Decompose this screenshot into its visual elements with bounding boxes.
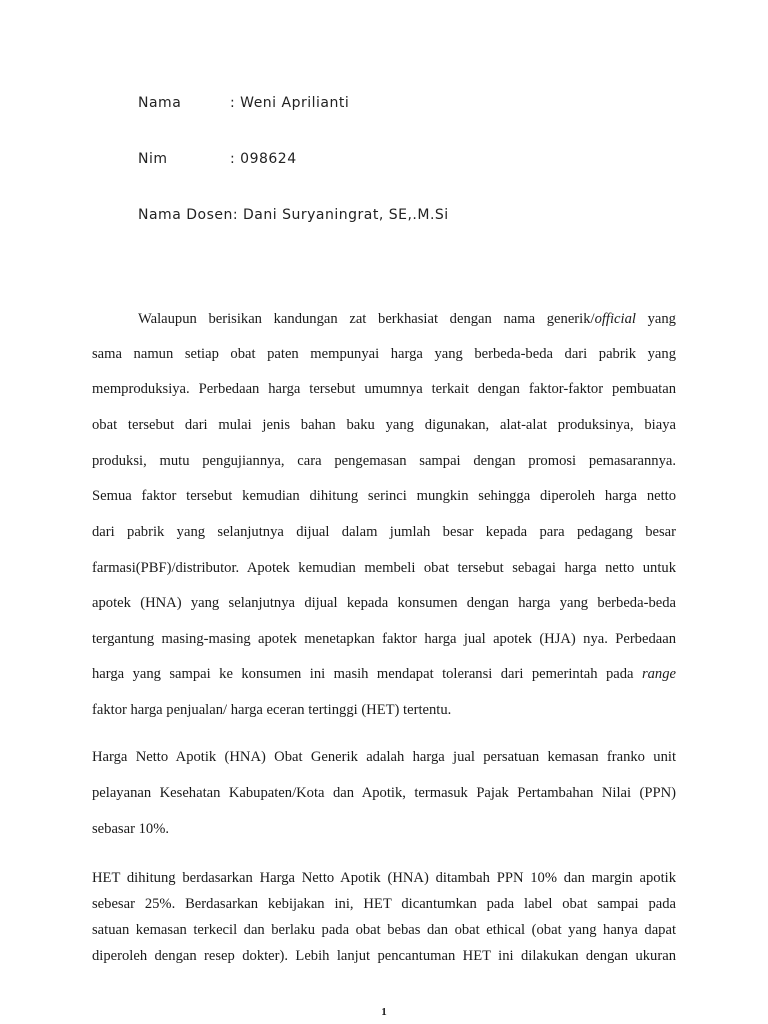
italic-term: official bbox=[594, 311, 636, 327]
paragraph-line: harga yang sampai ke konsumen ini masih mendapat toleransi dari pemerintah pada range bbox=[92, 666, 676, 682]
student-name-row bbox=[138, 95, 349, 111]
paragraph-line: diperoleh dengan resep dokter). Lebih lanjut pencantuman HET ini dilakukan dengan ukuran bbox=[92, 948, 676, 964]
student-nim-row bbox=[138, 151, 297, 167]
name-label: Nama bbox=[138, 95, 182, 111]
name-value: : Weni Aprilianti bbox=[230, 95, 350, 111]
paragraph-line: obat tersebut dari mulai jenis bahan baku yang digunakan, alat-alat produksinya, biaya bbox=[92, 417, 676, 433]
nim-label: Nim bbox=[138, 151, 168, 167]
paragraph-line: farmasi(PBF)/distributor. Apotek kemudian membeli obat tersebut sebagai harga netto untuk bbox=[92, 560, 676, 576]
italic-term: range bbox=[641, 666, 676, 682]
paragraph-line: Semua faktor tersebut kemudian dihitung serinci mungkin sehingga diperoleh harga netto bbox=[92, 488, 676, 504]
paragraph-line: sama namun setiap obat paten mempunyai harga yang berbeda-beda dari pabrik yang bbox=[92, 346, 676, 362]
lecturer-label: Nama Dosen bbox=[138, 207, 233, 223]
paragraph-line: memproduksiya. Perbedaan harga tersebut umumnya terkait dengan faktor-faktor pembuatan bbox=[92, 381, 676, 397]
lecturer-value: : Dani Suryaningrat, SE,.M.Si bbox=[232, 207, 449, 223]
paragraph-line: apotek (HNA) yang selanjutnya dijual kepada konsumen dengan harga yang berbeda-beda bbox=[92, 595, 676, 611]
paragraph-line: sebasar 10%. bbox=[92, 821, 169, 837]
page-number: 1 bbox=[381, 1006, 387, 1018]
nim-value: : 098624 bbox=[230, 151, 297, 167]
paragraph-line: dari pabrik yang selanjutnya dijual dalam jumlah besar kepada para pedagang besar bbox=[92, 524, 676, 540]
paragraph-line: produksi, mutu pengujiannya, cara pengemasan sampai dengan promosi pemasarannya. bbox=[92, 453, 676, 469]
lecturer-row bbox=[138, 207, 449, 223]
paragraph-line: Harga Netto Apotik (HNA) Obat Generik adalah harga jual persatuan kemasan franko unit bbox=[92, 749, 676, 765]
paragraph-line: HET dihitung berdasarkan Harga Netto Apotik (HNA) ditambah PPN 10% dan margin apotik bbox=[92, 870, 676, 886]
paragraph-line: tergantung masing-masing apotek menetapkan faktor harga jual apotek (HJA) nya. Perbedaan bbox=[92, 631, 676, 647]
paragraph-line: satuan kemasan terkecil dan berlaku pada obat bebas dan obat ethical (obat yang hanya dapat bbox=[92, 922, 676, 938]
paragraph-line: faktor harga penjualan/ harga eceran tertinggi (HET) tertentu. bbox=[92, 702, 452, 718]
paragraph-line: sebesar 25%. Berdasarkan kebijakan ini, HET dicantumkan pada label obat sampai pada bbox=[92, 896, 676, 912]
paragraph-line: pelayanan Kesehatan Kabupaten/Kota dan Apotik, termasuk Pajak Pertambahan Nilai (PPN) bbox=[92, 785, 676, 801]
paragraph-line: Walaupun berisikan kandungan zat berkhasiat dengan nama generik/official yang bbox=[138, 311, 676, 327]
